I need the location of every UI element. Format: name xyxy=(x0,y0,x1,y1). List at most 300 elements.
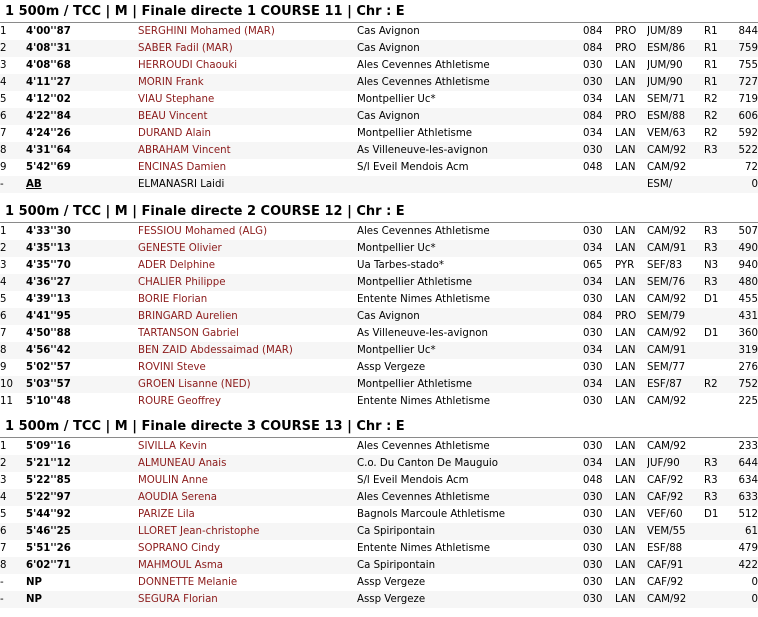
time-cell xyxy=(26,308,138,325)
result-row xyxy=(0,240,758,257)
points-cell: 0 xyxy=(732,591,758,608)
category-cell: VEM/63 xyxy=(647,125,704,142)
result-row xyxy=(0,325,758,342)
level-cell: R1 xyxy=(704,40,732,57)
rank-cell: 5 xyxy=(0,291,26,308)
club-cell: Entente Nimes Athletisme xyxy=(357,393,583,410)
section-title: 1 500m / TCC | M | Finale directe 2 COURSE 12 | Chr : E xyxy=(0,202,758,223)
rank-cell: 8 xyxy=(0,342,26,359)
time-cell xyxy=(26,108,138,125)
department-cell: 084 xyxy=(583,23,615,40)
time-value: 4'35''13 xyxy=(26,243,71,254)
points-cell: 61 xyxy=(732,523,758,540)
club-cell: Montpellier Athletisme xyxy=(357,376,583,393)
department-cell: 030 xyxy=(583,506,615,523)
time-cell xyxy=(26,274,138,291)
time-value: 4'36''27 xyxy=(26,277,71,288)
athlete-link[interactable]: SOPRANO Cindy xyxy=(138,543,221,554)
league-cell: LAN xyxy=(615,240,647,257)
club-cell: Entente Nimes Athletisme xyxy=(357,291,583,308)
level-cell: D1 xyxy=(704,325,732,342)
club-cell: Montpellier Athletisme xyxy=(357,125,583,142)
level-cell xyxy=(704,540,732,557)
athlete-cell xyxy=(138,159,357,176)
time-cell xyxy=(26,325,138,342)
rank-cell: 6 xyxy=(0,108,26,125)
athlete-cell xyxy=(138,376,357,393)
league-cell: PRO xyxy=(615,308,647,325)
league-cell: LAN xyxy=(615,57,647,74)
league-cell: LAN xyxy=(615,159,647,176)
time-value: 5'09''16 xyxy=(26,441,71,452)
department-cell: 030 xyxy=(583,438,615,455)
category-cell: ESF/87 xyxy=(647,376,704,393)
department-cell: 034 xyxy=(583,91,615,108)
time-cell xyxy=(26,557,138,574)
department-cell: 084 xyxy=(583,308,615,325)
athlete-cell xyxy=(138,74,357,91)
category-cell: SEM/77 xyxy=(647,359,704,376)
points-cell: 755 xyxy=(732,57,758,74)
level-cell xyxy=(704,359,732,376)
department-cell: 030 xyxy=(583,591,615,608)
result-row xyxy=(0,108,758,125)
result-row xyxy=(0,40,758,57)
club-cell: Entente Nimes Athletisme xyxy=(357,540,583,557)
rank-cell: 3 xyxy=(0,257,26,274)
result-row xyxy=(0,308,758,325)
section-title: 1 500m / TCC | M | Finale directe 3 COURSE 13 | Chr : E xyxy=(0,417,758,438)
department-cell: 065 xyxy=(583,257,615,274)
athlete-link[interactable]: AOUDIA Serena xyxy=(138,492,217,503)
athlete-link[interactable]: ENCINAS Damien xyxy=(138,162,227,173)
club-cell: Montpellier Uc* xyxy=(357,342,583,359)
time-value: 5'42''69 xyxy=(26,162,71,173)
athlete-cell xyxy=(138,57,357,74)
results-table xyxy=(0,23,758,193)
level-cell: R3 xyxy=(704,274,732,291)
time-value: 5'21''12 xyxy=(26,458,71,469)
club-cell: Assp Vergeze xyxy=(357,591,583,608)
points-cell: 940 xyxy=(732,257,758,274)
rank-cell: 9 xyxy=(0,159,26,176)
rank-cell: - xyxy=(0,176,26,193)
time-value: 4'11''27 xyxy=(26,77,71,88)
athlete-cell xyxy=(138,108,357,125)
athlete-link[interactable]: MOULIN Anne xyxy=(138,475,208,486)
rank-cell: 2 xyxy=(0,40,26,57)
time-value: NP xyxy=(26,594,42,605)
rank-cell: 2 xyxy=(0,240,26,257)
rank-cell: 4 xyxy=(0,74,26,91)
results-table xyxy=(0,438,758,608)
athlete-link[interactable]: FESSIOU Mohamed (ALG) xyxy=(138,226,268,237)
rank-cell: 5 xyxy=(0,91,26,108)
club-cell: Montpellier Uc* xyxy=(357,91,583,108)
level-cell: R3 xyxy=(704,472,732,489)
department-cell: 048 xyxy=(583,472,615,489)
result-row xyxy=(0,489,758,506)
club-cell: Montpellier Athletisme xyxy=(357,274,583,291)
club-cell: Ales Cevennes Athletisme xyxy=(357,489,583,506)
athlete-cell xyxy=(138,438,357,455)
athlete-cell xyxy=(138,223,357,240)
time-value: 4'35''70 xyxy=(26,260,71,271)
result-row xyxy=(0,142,758,159)
rank-cell: 9 xyxy=(0,359,26,376)
time-cell xyxy=(26,574,138,591)
time-cell xyxy=(26,223,138,240)
time-cell xyxy=(26,57,138,74)
time-value: 4'12''02 xyxy=(26,94,71,105)
athlete-cell xyxy=(138,142,357,159)
level-cell xyxy=(704,176,732,193)
result-row xyxy=(0,159,758,176)
league-cell: LAN xyxy=(615,455,647,472)
athlete-cell xyxy=(138,308,357,325)
athlete-link[interactable]: GROEN Lisanne (NED) xyxy=(138,379,251,390)
time-cell xyxy=(26,342,138,359)
athlete-link[interactable]: ABRAHAM Vincent xyxy=(138,145,231,156)
time-cell xyxy=(26,291,138,308)
time-value: 5'22''97 xyxy=(26,492,71,503)
athlete-link[interactable]: BORIE Florian xyxy=(138,294,208,305)
athlete-link[interactable]: SIVILLA Kevin xyxy=(138,441,207,452)
department-cell: 048 xyxy=(583,159,615,176)
result-row xyxy=(0,523,758,540)
department-cell: 030 xyxy=(583,523,615,540)
league-cell: LAN xyxy=(615,142,647,159)
result-row xyxy=(0,506,758,523)
athlete-cell xyxy=(138,523,357,540)
points-cell: 606 xyxy=(732,108,758,125)
league-cell: LAN xyxy=(615,472,647,489)
athlete-link[interactable]: ADER Delphine xyxy=(138,260,215,271)
league-cell: LAN xyxy=(615,291,647,308)
athlete-link[interactable]: BEAU Vincent xyxy=(138,111,208,122)
department-cell: 030 xyxy=(583,359,615,376)
athlete-cell xyxy=(138,274,357,291)
athlete-link[interactable]: DONNETTE Melanie xyxy=(138,577,238,588)
time-value: 5'02''57 xyxy=(26,362,71,373)
time-value: 4'00''87 xyxy=(26,26,71,37)
league-cell: LAN xyxy=(615,376,647,393)
athlete-link[interactable]: BRINGARD Aurelien xyxy=(138,311,238,322)
points-cell: 319 xyxy=(732,342,758,359)
category-cell: CAM/92 xyxy=(647,591,704,608)
time-value: NP xyxy=(26,577,42,588)
athlete-cell xyxy=(138,291,357,308)
result-row xyxy=(0,376,758,393)
time-value: 4'56''42 xyxy=(26,345,71,356)
league-cell: LAN xyxy=(615,591,647,608)
rank-cell: 1 xyxy=(0,438,26,455)
category-cell: CAF/92 xyxy=(647,489,704,506)
rank-cell: 7 xyxy=(0,125,26,142)
category-cell: CAM/92 xyxy=(647,159,704,176)
athlete-cell xyxy=(138,393,357,410)
points-cell: 360 xyxy=(732,325,758,342)
rank-cell: 8 xyxy=(0,142,26,159)
league-cell: LAN xyxy=(615,91,647,108)
result-row xyxy=(0,557,758,574)
athlete-cell xyxy=(138,557,357,574)
level-cell xyxy=(704,342,732,359)
athlete-link[interactable]: ROVINI Steve xyxy=(138,362,206,373)
league-cell: PYR xyxy=(615,257,647,274)
category-cell: SEF/83 xyxy=(647,257,704,274)
time-cell xyxy=(26,257,138,274)
athlete-link[interactable]: VIAU Stephane xyxy=(138,94,215,105)
rank-cell: 3 xyxy=(0,57,26,74)
category-cell: JUF/90 xyxy=(647,455,704,472)
time-value: 4'24''26 xyxy=(26,128,71,139)
level-cell xyxy=(704,438,732,455)
club-cell: As Villeneuve-les-avignon xyxy=(357,325,583,342)
time-value: 4'50''88 xyxy=(26,328,71,339)
club-cell: Ales Cevennes Athletisme xyxy=(357,438,583,455)
level-cell: R2 xyxy=(704,91,732,108)
athlete-link[interactable]: HERROUDI Chaouki xyxy=(138,60,238,71)
time-value: 5'44''92 xyxy=(26,509,71,520)
time-value: 5'51''26 xyxy=(26,543,71,554)
category-cell: CAM/92 xyxy=(647,438,704,455)
time-cell xyxy=(26,40,138,57)
department-cell: 034 xyxy=(583,342,615,359)
points-cell: 233 xyxy=(732,438,758,455)
athlete-link[interactable]: ALMUNEAU Anais xyxy=(138,458,227,469)
points-cell: 0 xyxy=(732,176,758,193)
athlete-cell xyxy=(138,91,357,108)
category-cell: ESM/88 xyxy=(647,108,704,125)
points-cell: 72 xyxy=(732,159,758,176)
league-cell: LAN xyxy=(615,506,647,523)
time-value: 4'41''95 xyxy=(26,311,71,322)
athlete-cell xyxy=(138,359,357,376)
time-value: 5'22''85 xyxy=(26,475,71,486)
time-value: 4'33''30 xyxy=(26,226,71,237)
department-cell: 030 xyxy=(583,142,615,159)
points-cell: 727 xyxy=(732,74,758,91)
athlete-cell xyxy=(138,40,357,57)
points-cell: 0 xyxy=(732,574,758,591)
result-row xyxy=(0,125,758,142)
time-cell xyxy=(26,176,138,193)
time-cell xyxy=(26,393,138,410)
points-cell: 507 xyxy=(732,223,758,240)
time-cell xyxy=(26,91,138,108)
league-cell: LAN xyxy=(615,274,647,291)
league-cell: LAN xyxy=(615,325,647,342)
league-cell: PRO xyxy=(615,108,647,125)
points-cell: 225 xyxy=(732,393,758,410)
athlete-link[interactable]: DURAND Alain xyxy=(138,128,211,139)
athlete-link[interactable]: MAHMOUL Asma xyxy=(138,560,224,571)
athlete-link[interactable]: PARIZE Lila xyxy=(138,509,195,520)
athlete-link[interactable]: GENESTE Olivier xyxy=(138,243,222,254)
time-cell xyxy=(26,159,138,176)
result-section-2 xyxy=(0,202,758,410)
result-row xyxy=(0,291,758,308)
club-cell: Ales Cevennes Athletisme xyxy=(357,57,583,74)
level-cell: R3 xyxy=(704,240,732,257)
category-cell: CAM/92 xyxy=(647,325,704,342)
time-cell xyxy=(26,540,138,557)
time-cell xyxy=(26,591,138,608)
league-cell: LAN xyxy=(615,523,647,540)
points-cell: 844 xyxy=(732,23,758,40)
time-cell xyxy=(26,472,138,489)
points-cell: 633 xyxy=(732,489,758,506)
department-cell: 034 xyxy=(583,240,615,257)
category-cell: CAM/92 xyxy=(647,223,704,240)
athlete-link[interactable]: TARTANSON Gabriel xyxy=(138,328,239,339)
league-cell: LAN xyxy=(615,342,647,359)
athlete-link[interactable]: SABER Fadil (MAR) xyxy=(138,43,233,54)
result-row xyxy=(0,223,758,240)
time-cell xyxy=(26,376,138,393)
club-cell: Ca Spiripontain xyxy=(357,523,583,540)
rank-cell: 1 xyxy=(0,23,26,40)
category-cell: CAM/92 xyxy=(647,142,704,159)
league-cell: LAN xyxy=(615,557,647,574)
category-cell: JUM/90 xyxy=(647,74,704,91)
abandon-link[interactable]: AB xyxy=(26,179,42,190)
athlete-link[interactable]: ROURE Geoffrey xyxy=(138,396,221,407)
category-cell: JUM/89 xyxy=(647,23,704,40)
level-cell: R2 xyxy=(704,108,732,125)
result-row xyxy=(0,23,758,40)
result-row xyxy=(0,176,758,193)
level-cell xyxy=(704,159,732,176)
league-cell: LAN xyxy=(615,438,647,455)
time-cell xyxy=(26,240,138,257)
time-cell xyxy=(26,142,138,159)
rank-cell: 3 xyxy=(0,472,26,489)
result-row xyxy=(0,574,758,591)
department-cell: 034 xyxy=(583,125,615,142)
league-cell: PRO xyxy=(615,40,647,57)
athlete-cell xyxy=(138,574,357,591)
club-cell: Ales Cevennes Athletisme xyxy=(357,74,583,91)
result-row xyxy=(0,342,758,359)
club-cell: Ales Cevennes Athletisme xyxy=(357,223,583,240)
athlete-cell xyxy=(138,125,357,142)
points-cell: 276 xyxy=(732,359,758,376)
time-value: 4'08''31 xyxy=(26,43,71,54)
time-cell xyxy=(26,523,138,540)
athlete-cell xyxy=(138,240,357,257)
department-cell: 030 xyxy=(583,540,615,557)
athlete-link[interactable]: MORIN Frank xyxy=(138,77,204,88)
athlete-link[interactable]: CHALIER Philippe xyxy=(138,277,226,288)
category-cell: CAF/91 xyxy=(647,557,704,574)
points-cell: 634 xyxy=(732,472,758,489)
league-cell: LAN xyxy=(615,489,647,506)
club-cell: Cas Avignon xyxy=(357,308,583,325)
club-cell: As Villeneuve-les-avignon xyxy=(357,142,583,159)
department-cell: 084 xyxy=(583,40,615,57)
points-cell: 592 xyxy=(732,125,758,142)
result-row xyxy=(0,540,758,557)
club-cell: Cas Avignon xyxy=(357,40,583,57)
result-row xyxy=(0,472,758,489)
category-cell: ESM/86 xyxy=(647,40,704,57)
section-title: 1 500m / TCC | M | Finale directe 1 COURSE 11 | Chr : E xyxy=(0,2,758,23)
rank-cell: 6 xyxy=(0,523,26,540)
time-value: 6'02''71 xyxy=(26,560,71,571)
athlete-link[interactable]: SEGURA Florian xyxy=(138,594,218,605)
level-cell: R2 xyxy=(704,376,732,393)
category-cell: VEM/55 xyxy=(647,523,704,540)
athlete-cell xyxy=(138,342,357,359)
athlete-link[interactable]: SERGHINI Mohamed (MAR) xyxy=(138,26,275,37)
results-table xyxy=(0,223,758,410)
athlete-link[interactable]: BEN ZAID Abdessaimad (MAR) xyxy=(138,345,293,356)
rank-cell: 4 xyxy=(0,274,26,291)
department-cell: 030 xyxy=(583,574,615,591)
category-cell: VEF/60 xyxy=(647,506,704,523)
athlete-cell xyxy=(138,23,357,40)
time-value: 4'31''64 xyxy=(26,145,71,156)
department-cell: 030 xyxy=(583,57,615,74)
time-cell xyxy=(26,455,138,472)
department-cell: 030 xyxy=(583,291,615,308)
category-cell: SEM/76 xyxy=(647,274,704,291)
points-cell: 522 xyxy=(732,142,758,159)
club-cell: Ua Tarbes-stado* xyxy=(357,257,583,274)
points-cell: 431 xyxy=(732,308,758,325)
points-cell: 479 xyxy=(732,540,758,557)
rank-cell: 11 xyxy=(0,393,26,410)
league-cell: LAN xyxy=(615,223,647,240)
level-cell: D1 xyxy=(704,506,732,523)
time-cell xyxy=(26,506,138,523)
level-cell xyxy=(704,574,732,591)
result-row xyxy=(0,57,758,74)
league-cell: LAN xyxy=(615,359,647,376)
club-cell: Assp Vergeze xyxy=(357,574,583,591)
level-cell: R2 xyxy=(704,125,732,142)
athlete-cell xyxy=(138,455,357,472)
department-cell: 030 xyxy=(583,325,615,342)
time-value: 5'03''57 xyxy=(26,379,71,390)
level-cell: R1 xyxy=(704,74,732,91)
category-cell: CAM/92 xyxy=(647,291,704,308)
time-value: 4'22''84 xyxy=(26,111,71,122)
department-cell: 030 xyxy=(583,489,615,506)
athlete-cell xyxy=(138,506,357,523)
result-section-1 xyxy=(0,2,758,193)
time-cell xyxy=(26,489,138,506)
points-cell: 480 xyxy=(732,274,758,291)
department-cell: 030 xyxy=(583,74,615,91)
result-row xyxy=(0,438,758,455)
rank-cell: 1 xyxy=(0,223,26,240)
category-cell: SEM/71 xyxy=(647,91,704,108)
points-cell: 490 xyxy=(732,240,758,257)
athlete-cell xyxy=(138,591,357,608)
level-cell: R3 xyxy=(704,142,732,159)
points-cell: 752 xyxy=(732,376,758,393)
athlete-cell xyxy=(138,540,357,557)
rank-cell: 2 xyxy=(0,455,26,472)
time-cell xyxy=(26,23,138,40)
club-cell xyxy=(357,176,583,193)
athlete-link[interactable]: LLORET Jean-christophe xyxy=(138,526,260,537)
rank-cell: 8 xyxy=(0,557,26,574)
rank-cell: 10 xyxy=(0,376,26,393)
